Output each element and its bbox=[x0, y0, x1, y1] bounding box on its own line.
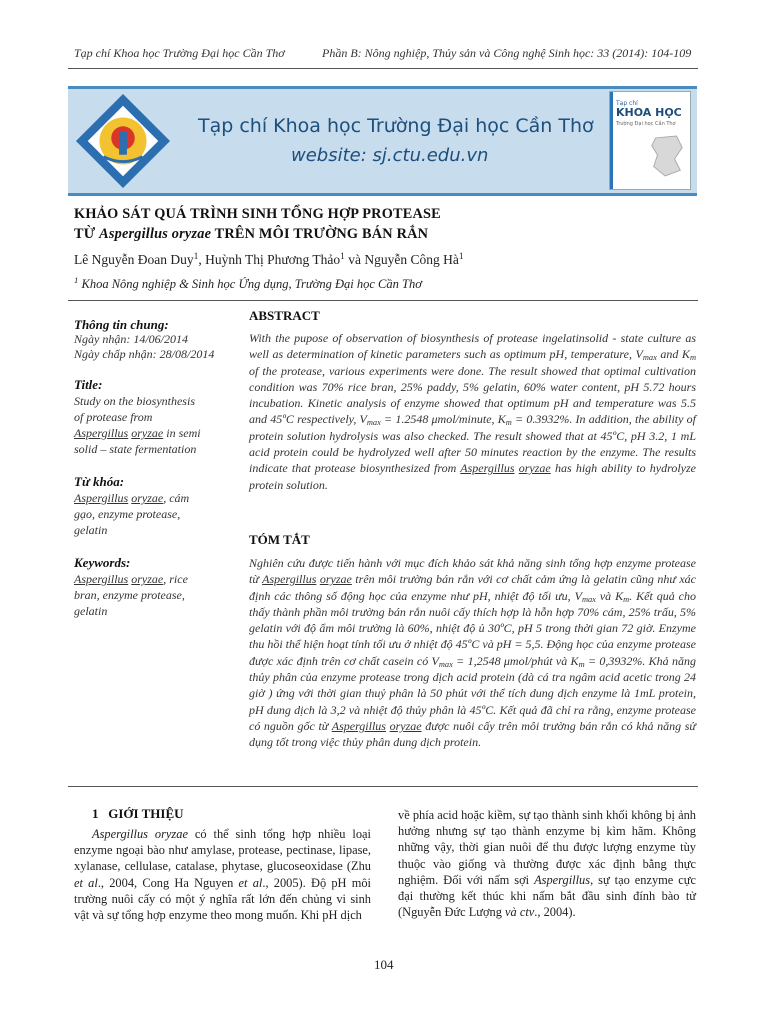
intro-part: ., 2004, Cong Ha Nguyen bbox=[97, 875, 239, 890]
abstract-end-rule bbox=[68, 786, 698, 787]
abstract-heading: ABSTRACT bbox=[249, 308, 320, 323]
intro-part: , sự tạo enzyme cực đại thường kết thúc khi nấm bắt đầu sinh đính bào tử (Nguyễn Đức Lượng bbox=[398, 872, 696, 920]
author-3: Nguyễn Công Hà bbox=[364, 252, 459, 267]
intro-part: về phía acid hoặc kiềm, sự tạo thành sinh khối không bị ảnh hưởng nhưng sự tạo thành enzyme bị kìm hãm. Không những vậy, thời gian nuôi để thu được lượng enzyme tùy thuộc vào giống và thường được xác định bằng thực nghiệm. Đối với nấm sợi bbox=[398, 808, 696, 887]
running-header-journal: Tạp chí Khoa học Trường Đại học Cần Thơ bbox=[74, 46, 285, 60]
tomtat-heading: TÓM TẮT bbox=[249, 532, 310, 547]
university-logo bbox=[74, 92, 172, 190]
accepted-date: Ngày chấp nhận: 28/08/2014 bbox=[74, 347, 215, 361]
km-symbol: K bbox=[570, 653, 579, 668]
general-info-heading: Thông tin chung: bbox=[74, 317, 169, 332]
en-keywords bbox=[74, 571, 234, 619]
kw-species: oryzae bbox=[131, 491, 164, 505]
journal-banner bbox=[68, 86, 697, 196]
vmax-symbol: V bbox=[431, 653, 439, 668]
cover-strip bbox=[610, 92, 613, 189]
english-title-line: Study on the biosynthesis bbox=[74, 394, 195, 408]
vmax-symbol: V bbox=[635, 347, 643, 362]
tomtat-part: = 0,3932%. Khả năng thủy phân của enzyme protease trong dịch acid protein (dà cá tra ngâm acid acetic trong 24 giờ ) ứng với thời gian thuỷ phân là 50 phút với thể tích dung dịch enzyme là 1mL protein, pH dung dịch là 3,2 và nhiệt độ thủy phân là 45ºC. Kết quả đã chỉ ra rằng, enzyme protease có nguồn gốc từ bbox=[249, 653, 696, 733]
author-2-mark: 1 bbox=[340, 252, 345, 262]
abstract-part: With the pupose of observation of biosynthesis of protease ingelatinsolid - state culture as well as determination of kinetic parameters such as optimum pH, temperature, bbox=[249, 331, 696, 362]
km-symbol: K bbox=[615, 588, 624, 603]
tomtat-part: trên môi trường bán rắn với cơ chất cảm ứng là gelatin cũng như xác định các thông số động học của enzyme như pH, nhiệt độ tối ưu, bbox=[249, 572, 696, 603]
affiliation bbox=[74, 277, 422, 292]
title-genus: Aspergillus bbox=[74, 426, 129, 440]
page-number: 104 bbox=[374, 957, 394, 972]
abstract-part: has high ability to hydrolyze protein solution. bbox=[249, 461, 697, 492]
header-rule bbox=[68, 68, 698, 69]
species-genus: Aspergillus bbox=[534, 872, 591, 887]
intro-paragraph-left bbox=[74, 826, 371, 923]
section-title: GIỚI THIỆU bbox=[108, 806, 184, 821]
species-name: oryzae bbox=[389, 718, 422, 733]
tomtat-part: Nghiên cứu được tiến hành với mục đích khảo sát khả năng sinh tổng hợp enzyme protease từ bbox=[249, 556, 696, 587]
vmax-sub: max bbox=[438, 659, 453, 669]
tomtat-part: và bbox=[595, 588, 616, 603]
vmax-sub: max bbox=[642, 353, 657, 363]
abstract-part: and bbox=[656, 347, 682, 362]
tomtat-part: = 1,2548 μmol/phút và bbox=[452, 653, 571, 668]
banner-title: Tạp chí Khoa học Trường Đại học Cần Thơ bbox=[198, 115, 594, 137]
en-keywords-heading: Keywords: bbox=[74, 555, 131, 570]
km-sub: m bbox=[623, 594, 630, 604]
english-title bbox=[74, 393, 234, 457]
en-keywords-line: gelatin bbox=[74, 604, 108, 618]
tomtat-part: được nuôi cấy trên môi trường bán rắn có khả năng sử dụng tốt trong việc thủy phân dung dịch protein. bbox=[249, 718, 696, 750]
section-heading bbox=[92, 806, 184, 822]
cover-line3: Trường Đại học Cần Thơ bbox=[616, 121, 676, 127]
vmax-sub: max bbox=[366, 418, 381, 428]
author-3-mark: 1 bbox=[458, 252, 464, 262]
title-prefix: TỪ bbox=[74, 226, 100, 242]
author-2: Huỳnh Thị Phương Thảo bbox=[205, 252, 341, 267]
title-species: Aspergillus oryzae bbox=[99, 226, 212, 242]
author-sep: , bbox=[198, 252, 206, 267]
species-genus: Aspergillus bbox=[262, 572, 317, 587]
author-1: Lê Nguyễn Đoan Duy bbox=[74, 252, 194, 267]
title-suffix: TRÊN MÔI TRƯỜNG BÁN RẮN bbox=[211, 226, 429, 242]
km-symbol: K bbox=[681, 347, 690, 362]
banner-website[interactable]: website: sj.ctu.edu.vn bbox=[291, 145, 489, 166]
km-symbol: K bbox=[497, 412, 506, 427]
intro-part: có thể sinh tổng hợp nhiều loại enzyme ngoại bào như amylase, protease, pectinase, lipase, xylanase, cellulase, catalase, phytase, glucoseoxidase (Zhu bbox=[74, 827, 371, 874]
article-title-line1: KHẢO SÁT QUÁ TRÌNH SINH TỔNG HỢP PROTEASE bbox=[74, 206, 441, 222]
title-species-name: oryzae bbox=[131, 426, 164, 440]
vn-keywords bbox=[74, 490, 234, 538]
species-name: oryzae bbox=[319, 572, 352, 587]
species-genus: Aspergillus bbox=[331, 718, 386, 733]
vn-keywords-line bbox=[74, 490, 234, 506]
author-1-mark: 1 bbox=[193, 252, 199, 262]
affiliation-rule bbox=[68, 300, 698, 301]
journal-cover-thumbnail bbox=[609, 91, 691, 190]
vmax-symbol: V bbox=[359, 412, 367, 427]
english-title-line: of protease from bbox=[74, 410, 153, 424]
english-title-line bbox=[74, 425, 234, 441]
abstract-text bbox=[249, 330, 696, 493]
et-al: et al bbox=[238, 875, 263, 890]
intro-part: ., 2004). bbox=[534, 905, 576, 920]
ctv: và ctv bbox=[505, 905, 535, 920]
tomtat-part: . Kết quả cho thấy thành phần môi trường bán rắn nuôi cấy thích hợp là hỗn hợp 70% cám, 25% trấu, 5% gelatin với độ ẩm môi trường là 60%, nhiệt độ ủ 30ºC, pH 5 trong thời gian 72 giờ. Enzyme thu hồi thể hiện hoạt tính tối ưu ở nhiệt độ 45ºC và pH = 5,5. Động học của enzyme protease được xác định trên cơ chất casein có bbox=[249, 588, 697, 668]
kw-genus: Aspergillus bbox=[74, 572, 129, 586]
vn-keywords-heading: Từ khóa: bbox=[74, 474, 125, 489]
species-name: oryzae bbox=[518, 461, 551, 476]
kw-tail: , rice bbox=[163, 572, 188, 586]
cover-line2: KHOA HỌC bbox=[616, 106, 682, 119]
en-keywords-line: bran, enzyme protease, bbox=[74, 588, 185, 602]
author-list bbox=[74, 252, 464, 268]
en-keywords-line bbox=[74, 571, 234, 587]
author-sep: và bbox=[344, 252, 365, 267]
affiliation-text: Khoa Nông nghiệp & Sinh học Ứng dụng, Trường Đại học Cần Thơ bbox=[78, 277, 422, 291]
intro-paragraph-right bbox=[398, 807, 696, 920]
vmax-symbol: V bbox=[574, 588, 582, 603]
vn-keywords-line: gạo, enzyme protease, bbox=[74, 507, 181, 521]
et-al: et al bbox=[74, 875, 98, 890]
title-heading: Title: bbox=[74, 377, 103, 392]
article-title-line2 bbox=[74, 226, 428, 243]
received-date: Ngày nhận: 14/06/2014 bbox=[74, 332, 188, 346]
vmax-sub: max bbox=[581, 594, 596, 604]
kw-species: oryzae bbox=[131, 572, 164, 586]
tomtat-text bbox=[249, 555, 696, 751]
map-icon bbox=[648, 134, 686, 178]
species-genus: Aspergillus bbox=[460, 461, 515, 476]
abstract-part: = 1.2548 μmol/minute, bbox=[380, 412, 498, 427]
km-sub: m bbox=[578, 659, 585, 669]
species-lead: Aspergillus oryzae bbox=[92, 827, 188, 841]
abstract-part: of the protease, various experiments were done. The result showed that optimal cultivation condition was 70% rice bran, 25% paddy, 5% gelatin, 60% water content, pH 5.72 hours incubation. Kinetic analysis of enzyme showed that optimum pH and temperature was 5.5 and 45ºC respectively, bbox=[249, 363, 696, 427]
abstract-part: = 0.3932%. In addition, the ability of protein solution hydrolysis was also checked. The result showed that at 45ºC, pH 3.2, 1 mL acid protein could be hydrolyzed well after 50 minutes reaction by the enzyme. The results indicate that protease biosynthesized from bbox=[249, 412, 697, 476]
vn-keywords-line: gelatin bbox=[74, 523, 108, 537]
cover-line1: Tạp chí bbox=[616, 100, 638, 107]
title-tail: in semi bbox=[163, 426, 201, 440]
section-number: 1 bbox=[92, 806, 99, 821]
intro-part: ., 2005). Độ pH môi trường nuôi cấy có một ý nghĩa rất lớn đến chủng vi sinh vật và sự tổng hợp enzyme theo mong muốn. Khi pH dịch bbox=[74, 875, 371, 923]
affiliation-mark: 1 bbox=[74, 275, 79, 285]
running-header-section: Phần B: Nông nghiệp, Thủy sản và Công nghệ Sinh học: 33 (2014): 104-109 bbox=[322, 46, 692, 60]
kw-genus: Aspergillus bbox=[74, 491, 129, 505]
kw-tail: , cám bbox=[163, 491, 190, 505]
english-title-line: solid – state fermentation bbox=[74, 442, 197, 456]
km-sub: m bbox=[505, 418, 512, 428]
km-sub: m bbox=[689, 353, 696, 363]
